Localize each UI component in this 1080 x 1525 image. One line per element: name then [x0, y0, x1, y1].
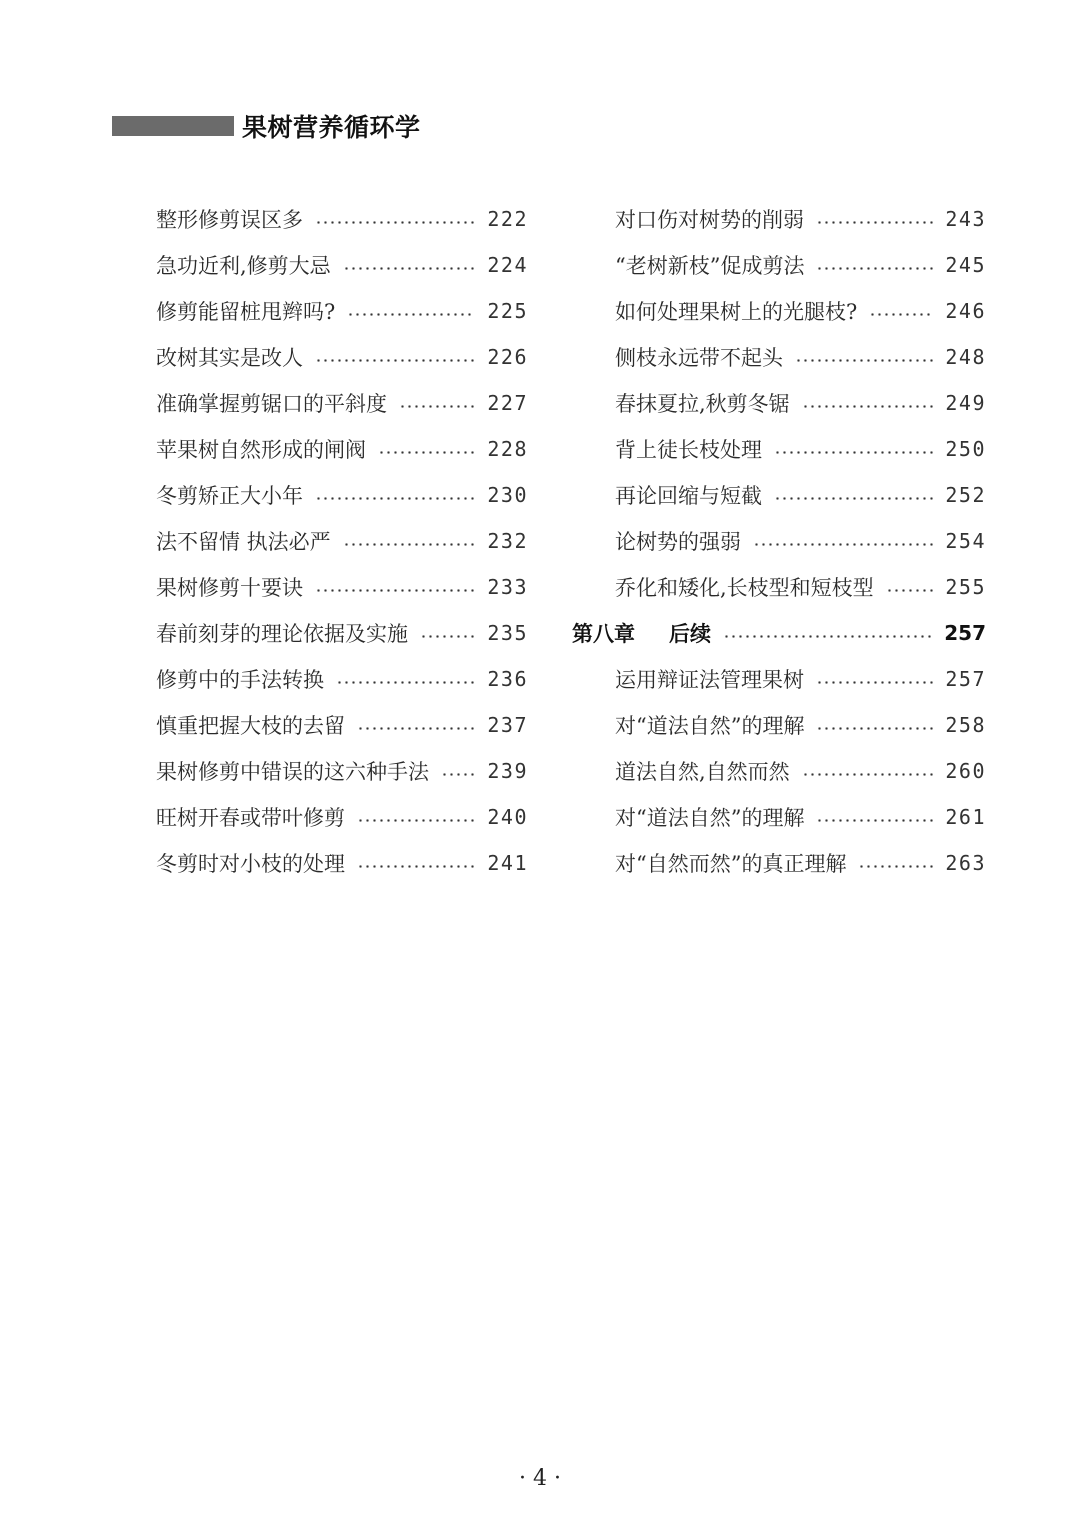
dot-leader — [816, 267, 933, 270]
toc-entry-title: 道法自然,自然而然 — [615, 760, 790, 784]
toc-entry[interactable] — [156, 334, 528, 380]
dot-leader — [357, 727, 475, 730]
toc-entry[interactable] — [572, 380, 986, 426]
toc-entry-title: 修剪中的手法转换 — [156, 668, 324, 692]
dot-leader — [802, 773, 934, 776]
toc-entry-title: “老树新枝”促成剪法 — [615, 254, 805, 278]
toc-entry-title: 冬剪时对小枝的处理 — [156, 852, 345, 876]
toc-entry-page: 246 — [945, 299, 986, 323]
toc-entry-page: 250 — [945, 437, 986, 461]
toc-entry-title: 春前刻芽的理论依据及实施 — [156, 622, 408, 646]
book-title: 果树营养循环学 — [242, 113, 421, 142]
toc-entry-page: 239 — [487, 759, 528, 783]
dot-leader — [723, 635, 932, 638]
toc-entry-title: 改树其实是改人 — [156, 346, 303, 370]
dot-leader — [315, 589, 475, 592]
toc-chapter-heading[interactable] — [572, 610, 986, 656]
dot-leader — [357, 819, 475, 822]
toc-entry[interactable] — [572, 196, 986, 242]
chapter-number: 第八章 — [572, 622, 635, 646]
toc-entry[interactable] — [572, 748, 986, 794]
toc-entry-page: 245 — [945, 253, 986, 277]
toc-entry[interactable] — [572, 334, 986, 380]
dot-leader — [357, 865, 475, 868]
toc-entry-title: 对“道法自然”的理解 — [615, 806, 805, 830]
toc-entry-title: 再论回缩与短截 — [615, 484, 762, 508]
toc-entry-title: 准确掌握剪锯口的平斜度 — [156, 392, 387, 416]
toc-entry-title: 运用辩证法管理果树 — [615, 668, 804, 692]
dot-leader — [347, 313, 475, 316]
toc-entry[interactable] — [156, 426, 528, 472]
toc-entry-page: 248 — [945, 345, 986, 369]
toc-entry-title: 对口伤对树势的削弱 — [615, 208, 804, 232]
toc-entry-page: 233 — [487, 575, 528, 599]
dot-leader — [816, 221, 933, 224]
toc-entry[interactable] — [572, 656, 986, 702]
toc-entry-page: 235 — [487, 621, 528, 645]
toc-entry-page: 257 — [945, 667, 986, 691]
toc-entry-page: 222 — [487, 207, 528, 231]
dot-leader — [753, 543, 933, 546]
dot-leader — [336, 681, 475, 684]
toc-entry[interactable] — [572, 518, 986, 564]
toc-entry-page: 260 — [945, 759, 986, 783]
toc-entry-title: 修剪能留桩甩辫吗? — [156, 300, 336, 324]
dot-leader — [858, 865, 933, 868]
dot-leader — [816, 681, 933, 684]
toc-entry[interactable] — [156, 794, 528, 840]
toc-entry-title: 果树修剪十要诀 — [156, 576, 303, 600]
toc-entry-page: 249 — [945, 391, 986, 415]
toc-entry-title: 对“自然而然”的真正理解 — [615, 852, 847, 876]
toc-entry[interactable] — [156, 472, 528, 518]
dot-leader — [343, 543, 476, 546]
toc-entry[interactable] — [572, 288, 986, 334]
toc-entry-title: 春抹夏拉,秋剪冬锯 — [615, 392, 790, 416]
toc-entry[interactable] — [156, 196, 528, 242]
toc-entry-title: 旺树开春或带叶修剪 — [156, 806, 345, 830]
dot-leader — [816, 727, 933, 730]
dot-leader — [399, 405, 475, 408]
toc-entry[interactable] — [572, 702, 986, 748]
toc-right-column — [572, 196, 986, 886]
toc-entry[interactable] — [156, 564, 528, 610]
dot-leader — [343, 267, 476, 270]
toc-entry-title: 乔化和矮化,长枝型和短枝型 — [615, 576, 874, 600]
toc-entry[interactable] — [156, 380, 528, 426]
toc-entry[interactable] — [156, 656, 528, 702]
toc-entry-page: 263 — [945, 851, 986, 875]
header-bar-decoration — [112, 116, 234, 136]
toc-entry[interactable] — [156, 288, 528, 334]
toc-entry-title: 慎重把握大枝的去留 — [156, 714, 345, 738]
toc-entry[interactable] — [572, 564, 986, 610]
dot-leader — [802, 405, 934, 408]
dot-leader — [795, 359, 933, 362]
toc-entry-title: 整形修剪误区多 — [156, 208, 303, 232]
toc-entry-page: 226 — [487, 345, 528, 369]
dot-leader — [816, 819, 933, 822]
toc-entry[interactable] — [156, 518, 528, 564]
toc-entry[interactable] — [156, 840, 528, 886]
dot-leader — [378, 451, 475, 454]
toc-entry-page: 228 — [487, 437, 528, 461]
page-number: · 4 · — [519, 1466, 561, 1491]
toc-entry-page: 255 — [945, 575, 986, 599]
toc-entry[interactable] — [156, 702, 528, 748]
toc-entry-title: 苹果树自然形成的闸阀 — [156, 438, 366, 462]
toc-entry[interactable] — [572, 426, 986, 472]
dot-leader — [441, 773, 475, 776]
toc-entry-page: 240 — [487, 805, 528, 829]
toc-entry-page: 230 — [487, 483, 528, 507]
toc-entry[interactable] — [572, 840, 986, 886]
dot-leader — [869, 313, 933, 316]
toc-entry-title: 果树修剪中错误的这六种手法 — [156, 760, 429, 784]
toc-entry-title: 侧枝永远带不起头 — [615, 346, 783, 370]
chapter-page-number: 257 — [944, 621, 986, 645]
toc-entry-page: 258 — [945, 713, 986, 737]
toc-entry-title: 如何处理果树上的光腿枝? — [615, 300, 858, 324]
dot-leader — [315, 497, 475, 500]
toc-entry[interactable] — [572, 242, 986, 288]
toc-entry-title: 急功近利,修剪大忌 — [156, 254, 331, 278]
toc-entry-page: 225 — [487, 299, 528, 323]
toc-left-column — [156, 196, 528, 886]
chapter-title: 后续 — [669, 622, 711, 646]
toc-entry-title: 冬剪矫正大小年 — [156, 484, 303, 508]
toc-entry[interactable] — [156, 242, 528, 288]
toc-entry-title: 论树势的强弱 — [615, 530, 741, 554]
dot-leader — [774, 451, 933, 454]
dot-leader — [315, 221, 475, 224]
toc-entry-page: 254 — [945, 529, 986, 553]
dot-leader — [420, 635, 475, 638]
toc-entry-title: 法不留情 执法必严 — [156, 530, 331, 554]
toc-entry-title: 对“道法自然”的理解 — [615, 714, 805, 738]
toc-entry[interactable] — [156, 610, 528, 656]
dot-leader — [315, 359, 475, 362]
toc-entry-page: 243 — [945, 207, 986, 231]
toc-entry[interactable] — [572, 472, 986, 518]
toc-entry-page: 252 — [945, 483, 986, 507]
toc-entry-page: 241 — [487, 851, 528, 875]
toc-entry-page: 224 — [487, 253, 528, 277]
toc-entry-page: 227 — [487, 391, 528, 415]
toc-entry[interactable] — [156, 748, 528, 794]
toc-entry-page: 261 — [945, 805, 986, 829]
toc-entry-page: 236 — [487, 667, 528, 691]
dot-leader — [886, 589, 934, 592]
toc-entry[interactable] — [572, 794, 986, 840]
toc-entry-title: 背上徒长枝处理 — [615, 438, 762, 462]
toc-entry-page: 232 — [487, 529, 528, 553]
dot-leader — [774, 497, 933, 500]
toc-entry-page: 237 — [487, 713, 528, 737]
running-header — [112, 108, 421, 144]
